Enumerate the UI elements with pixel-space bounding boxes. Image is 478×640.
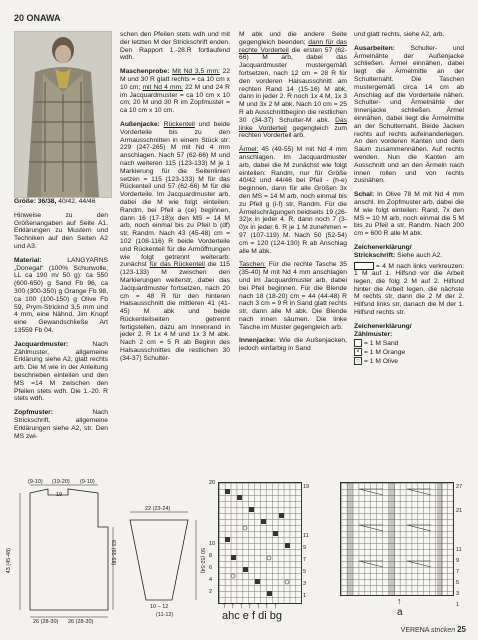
footer-brand: VERENA (400, 627, 430, 634)
ausarbeiten-heading: Ausarbeiten: (354, 44, 395, 52)
cable-desc: = 4 M nach links verkreuzen: 1 M auf 1. Hilfsnd vor die Arbeit legen, die folg 2 M auf 2. Hilfsnd hinter die Arbeit legen, die nächste M rechts str, dann die 2 M der 2. Hilfsnd links str, danach die M der 1. Hilfsnd rechts str. (354, 262, 464, 317)
orange-swatch-icon: × (354, 348, 362, 356)
aussenjacke-heading: Außenjacke: (120, 120, 160, 128)
aj-t2: die 115 (123-133) M zwischen den Markierungen weiterstr, dabei das Jacquardmuster fortsetzen, nach 20 cm = 48 R für den hinteren Halsausschnitt die mittleren 41 (41-45) M abk und beide Rückenteilseiten getrennt fertigstellen, dazu am Innenrand in jeder 2. R 1x 4 M und 1x 3 M abk. Nach 2 cm = 5 R ab Beginn des Halsausschnittes die restlichen 30 (34-37) Schulter- (120, 261, 230, 362)
chart2-arrow-icon: ↑ (397, 596, 402, 606)
aj-u1: Rückenteil (163, 120, 195, 128)
jacquard-text: Nach Zählmuster, allgemeine Erklärung siehe A2, glatt rechts arb. Die M wie in der Anleitung beschrieben einteilen und den MS =14 M zwischen den Pfeilen stets wdh. Die 1.-20. R stets wdh. (14, 340, 108, 403)
chart2-right-number-21: 21 (456, 508, 463, 514)
sleeve-schematic (118, 500, 208, 620)
sizes-note: Hinweise zu den Größenangaben auf Seite A1. Erklärungen zu Mustern und Techniken auf den Seiten A2 und A3. (14, 211, 108, 250)
col3-u1: dann für das rechte Vorderteil (239, 38, 347, 54)
chart1-arrows-icon: ↑↑↑↑↑↑↑ (222, 600, 282, 610)
legend-orange: × = 1 M Orange (354, 348, 464, 357)
aermel-heading: Ärmel: (239, 146, 259, 154)
sleeve-side-dim: 50 (52-54) (199, 548, 205, 574)
chart1-right-numbers-2: 11 9 7 5 3 1 (303, 533, 309, 599)
cable-pattern (341, 483, 453, 595)
dim-bottom-a: 26 (28-30) (33, 619, 59, 625)
taschen-text: Für die rechte Tasche 35 (35-40) M mit Nd 4 mm anschlagen und im Jacquardmuster arb, dabei bei Pfeil beginnen. Für die Blende nach 18 (18-20) cm = 44 (44-48) R nach 3 cm = 9 R in Sand glatt rechts str, dann alle M abk. Die Blende nach innen säumen. Die linke Tasche im Muster gegengleich arb. (239, 261, 347, 331)
chart1-right-numbers: 19 (303, 484, 310, 490)
jacquard-pattern (219, 483, 301, 603)
innenjacke-text: Wie die Außenjacken, jedoch einfarbig in Sand (239, 337, 347, 353)
probe-heading: Maschenprobe: (120, 68, 170, 76)
dim-side-b: 63 (65-68) (110, 540, 116, 566)
probe-u2: mit Nd 4 mm: (142, 83, 183, 91)
probe-u1: Mit Nd 3,5 mm: (172, 68, 220, 76)
sizes-tail: 40/42, 44/46 (56, 198, 96, 205)
strickschrift-text: Siehe auch A2. (395, 251, 443, 259)
probe-t2: 22 M und 24 R im Jacquardmuster = ca 10 cm x 10 cm; 20 M und 30 R im Zopfmuster = ca 10 cm x 10 cm. (120, 83, 230, 115)
dim-side-a: 43 (45-48) (6, 548, 12, 574)
legend-sand: = 1 M Sand (354, 339, 464, 348)
sleeve-bottom-sub: (11-12) (156, 612, 174, 618)
model-photo (14, 31, 112, 198)
footer-issue: stricken (431, 627, 456, 634)
dim-bottom-b: 26 (28-30) (68, 619, 94, 625)
zeichen2-heading: Zeichenerklärung/ (354, 322, 412, 330)
ausarbeiten-text: Schulter- und Ärmelnähte der Außenjacke schließen. Ärmel einnähen, dabei liegt die Ärmelmitte an der Schulternaht. Die Taschen mustergemäß circa 14 cm ab Anschlag auf die Vorderteile nähen. Schulter- und Ärmelnähte der Innenjacke schließen. Ärmel einnähen, dabei liegt die Ärmelmitte an der Schulternaht. Beide Jacken rechts auf rechts aufeinanderlegen. An den vorderen Kanten und dem Saum zusammennähen. Auf rechts wenden. Nun die Kanten am Ausschnitt und an den Ärmeln nach innen rollen und von rechts zusnähen. (354, 44, 464, 185)
col3-t2: gegengleich zum rechten Vorderteil arb. (239, 124, 347, 140)
dim-a: (9-10) (28, 479, 43, 485)
chart1-bottom-labels: ahc e f di bg (222, 610, 282, 622)
col3-t1: die ersten 57 (62-66) M arb, dabei das Jacquardmuster mustergemäß fortsetzen, nach 12 cm = 28 R für den vorderen Halsausschnitt am rechten Rand 14 (15-16) M abk, dann in jeder 2. R noch 1x 4 M, 1x 3 M und 3x 2 M abk. Nach 10 cm = 25 R ab Ausschnittbeginn die restlichen 30 (34-37) Schulter-M abk. (239, 46, 347, 124)
cable-symbol-icon (354, 262, 374, 270)
aj-u2: für das Rückenteil (149, 261, 205, 269)
zopf-heading: Zopfmuster: (14, 409, 54, 417)
schal-heading: Schal: (354, 191, 375, 199)
jacquard-heading: Jacquardmuster: (14, 340, 69, 348)
chart1-left-numbers-2: 10 8 6 4 2 (209, 541, 216, 595)
column-2 (120, 31, 230, 369)
dim-b: (19-20) (52, 479, 70, 485)
olive-swatch-icon: ○ (354, 357, 362, 365)
chart2-right-number-top: 27 (456, 484, 463, 490)
aj-t1: und beide Vorderteile bis zu den Armausschnitten in einem Stück str: 229 (247-265) M mit Nd 4 mm anschlagen. Nach 57 (62-66) M und nach weiteren 115 (123-133) M je 1 Markierung für die Seitenlinien setzen = 115 (123-133) M für das Rückenteil und 57 (62-66) M für die Vorderteile. Im Jacquardmuster arb, dabei die M wie folgt einteilen: Randm, bei Pfeil a (ce) beginnen, dann 16 (17-18)x den MS = 14 M arb, noch einmal bis zu Pfeil b (df) str, Randm. Nach 43 (45-48) cm = 102 (108-116) R beide Vorderteile und Rückenteil für die Armöffnungen wie folgt getrennt weiterarb: zunächst (120, 120, 230, 269)
sizes-heading: Größe: 36/38, (14, 198, 57, 205)
innenjacke-heading: Innenjacke: (239, 337, 276, 345)
schal-text: In Olive 78 M mit Nd 4 mm anschl. Im Zopfmuster arb, dabei die M wie folgt einteilen: Rand, 7x den MS = 10 M arb, noch einmal die 5 M bis zu Pfeil a str, Randm. Nach 200 cm = 600 R alle M abk. (354, 191, 464, 238)
page-header: 20 ONAWA (14, 13, 61, 23)
zaehl-heading: Zählmuster: (354, 330, 393, 338)
column-4 (354, 31, 464, 365)
col3-p1: M abk und die andere Seite gegengleich beenden; (239, 31, 347, 46)
sand-swatch-icon (354, 339, 362, 347)
column-3 (239, 31, 347, 359)
sleeve-bottom-dim: 10 – 12 (150, 604, 169, 610)
body-schematic (8, 475, 120, 625)
zopf-text: Nach Strickschrift, allgemeine Erklärungen siehe A2, str. Den MS zwi- (14, 409, 108, 440)
chart2-right-numbers: 11 9 7 5 3 1 (456, 547, 462, 608)
footer-page-number: 25 (457, 625, 466, 634)
col3-u2: Das linke Vorderteil (239, 116, 347, 132)
aermel-text: 45 (49-55) M mit Nd 4 mm anschlagen. Im Jacquardmuster arb, dabei die M zunächst wie folgt einteilen: Randm, nur für Größe 40/42 und 44/46 bei Pfeil - (h-e) beginnen, dann für alle Größen 3x den MS = 14 M arb, noch einmal bis zu Pfeil g (i-f) str, Randm. Für die Ärmelschrägungen beidseits 19 (26-32)x in jeder 4. R, dann noch 7 (3-0)x in jeder 6. R je 1 M zunehmen = 97 (107-119) M. Nach 50 (52-54) cm = 120 (124-130) R ab Anschlag alle M abk. (239, 146, 347, 255)
cable-chart (340, 482, 454, 596)
chart1-left-numbers: 20 (209, 480, 216, 486)
jacquard-chart (218, 482, 302, 604)
material-text: LANGYARNS „Donegal“ (100% Schurwolle, LL ca 190 m/ 50 g): ca 550 (600-650) g Sand Fb 96, ca 300 (300-350) g Orange Fb 98, ca 100 (100-150) g Olive Fb 59, Prym-Stricknd 3,5 mm und 4 mm, eine Nähnd, Jim Knopf eine Gewandschließe Art 13559 Fb 04. (14, 256, 108, 334)
zeichen-heading: Zeichenerklärung/ (354, 243, 412, 251)
taschen-heading: Taschen: (239, 261, 266, 269)
model-photo-art (15, 32, 111, 197)
dim-c: (9-10) (80, 479, 95, 485)
dim-d: 19 (56, 492, 63, 498)
legend-olive: ○ = 1 M Olive (354, 357, 464, 366)
column-1 (14, 198, 108, 446)
chart2-bottom-label: a (397, 607, 403, 618)
col2-intro: schen den Pfeilen stets wdh und mit der letzten M der Strickschrift enden. Den Rapport 1.-28.R fortlaufend wdh. (120, 31, 230, 62)
strickschrift-heading: Strickschrift: (354, 251, 396, 259)
col4-intro: und glatt rechts, siehe A2, arb. (354, 31, 445, 38)
page-footer (401, 625, 466, 634)
probe-t1: 22 M und 30 R glatt rechts = ca 10 cm x 10 cm; (120, 68, 231, 91)
material-heading: Material: (14, 256, 42, 264)
sleeve-top-dim: 22 (23-24) (145, 506, 171, 512)
